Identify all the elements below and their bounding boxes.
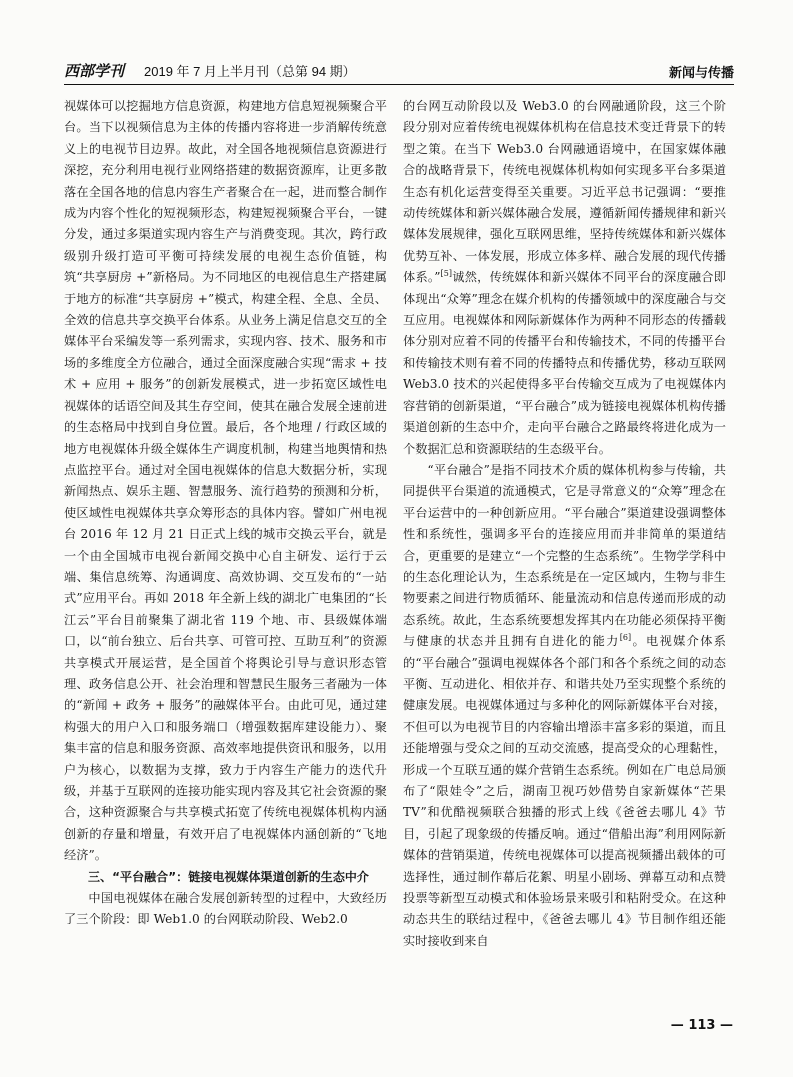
header-rule bbox=[64, 84, 734, 85]
section-heading: 三、“平台融合”：链接电视媒体渠道创新的生态中介 bbox=[88, 869, 369, 884]
paragraph-text-continued: 诚然，传统媒体和新兴媒体不同平台的深度融合即体现出“众筹”理念在媒介机构的传播领域中的深度融合与交互应用。电视媒体和网际新媒体作为两种不同形态的传播载体分别对应着不同的传播平台和传输技术，不同的传播平台和传输技术则有着不同的传播特点和传播优势，移动互联网 Web3.0 技术的兴起使得多平台传输交互成为了电视媒体内容营销的创新渠道，“平台融合”成为链接电视媒体机构传播渠道创新的生态中介，走向平台融合之路最终将进化成为一个数据汇总和资源联结的生态级平台。 bbox=[403, 270, 726, 456]
body-paragraph bbox=[64, 96, 387, 867]
citation-marker: [5] bbox=[440, 269, 453, 279]
paragraph-text: 视媒体可以挖掘地方信息资源，构建地方信息短视频聚合平台。当下以视频信息为主体的传播内容将进一步消解传统意义上的电视节目边界。故此，对全国各地视频信息资源进行深挖，充分利用电视行业网络搭建的数据资源库，让更多散落在全国各地的信息内容生产者聚合在一起，进而整合制作成为内容个性化的短视频形态，构建短视频聚合平台，一键分发，通过多渠道实现内容生产与消费变现。其次，跨行政级别升级打造可平衡可持续发展的电视生态价值链，构筑“共享厨房 +”新格局。为不同地区的电视信息生产搭建属于地方的标准“共享厨房 +”模式，构建全程、全息、全员、全效的信息共享交换平台体系。从业务上满足信息交互的全媒体平台采编发等一系列需求，实现内容、技术、服务和市场的多维度全方位融合，通过全面深度融合实现“需求 + 技术 + 应用 + 服务”的创新发展模式，进一步拓宽区域性电视媒体的话语空间及其生存空间，使其在融合发展全速前进的生态格局中找到自身位置。最后，各个地理 / 行政区域的地方电视媒体升级全媒体生产调度机制，构建当地舆情和热点监控平台。通过对全国电视媒体的信息大数据分析，实现新闻热点、娱乐主题、智慧服务、流行趋势的预测和分析，使区域性电视媒体共享众筹形态的具体内容。譬如广州电视台 2016 年 12 月 21 日正式上线的城市交换云平台，就是一个由全国城市电视台新闻交换中心自主研发、运行于云端、集信息统筹、沟通调度、高效协调、交互发布的“一站式”应用平台。再如 2018 年全新上线的湖北广电集团的“长江云”平台目前聚集了湖北省 119 个地、市、县级媒体端口，以“前台独立、后台共享、可管可控、互助互利”的资源共享模式开展运营，是全国首个将舆论引导与意识形态管理、政务信息公开、社会治理和智慧民生服务三者融为一体的“新闻 + 政务 + 服务”的融媒体平台。由此可见，通过建构强大的用户入口和服务端口（增强数据库建设能力）、聚集丰富的信息和服务资源、高效率地提供资讯和服务，以用户为核心，以数据为支撑，致力于内容生产能力的迭代升级，并基于互联网的连接功能实现内容及其它社会资源的聚合，这种资源聚合与共享模式拓宽了传统电视媒体机构内涵创新的存量和增量，有效开启了电视媒体内涵创新的“飞地经济”。 bbox=[64, 99, 387, 863]
body-paragraph bbox=[403, 96, 726, 460]
section-title: 新闻与传播 bbox=[668, 65, 734, 80]
paragraph-text: “平台融合”是指不同技术介质的媒体机构参与传输，共同提供平台渠道的流通模式，它是寻常意义的“众筹”理念在平台运营中的一种创新应用。“平台融合”渠道建设强调整体性和系统性，强调多平台的连接应用而并非简单的渠道结合，更重要的是建立“一个完整的生态系统”。生物学学科中的生态化理论认为，生态系统是在一定区域内，生物与非生物要素之间进行物质循环、能量流动和信息传递而形成的动态系统。故此，生态系统要想发挥其内在功能必须保持平衡与健康的状态并且拥有自进化的能力 bbox=[403, 462, 726, 649]
page-number: — 113 — bbox=[670, 1018, 733, 1033]
body-paragraph bbox=[403, 460, 726, 952]
running-header bbox=[64, 60, 734, 82]
right-column bbox=[403, 96, 726, 952]
citation-marker: [6] bbox=[619, 633, 632, 643]
journal-masthead: 西部学刊 bbox=[64, 62, 125, 80]
paragraph-text: 的台网互动阶段以及 Web3.0 的台网融通阶段，这三个阶段分别对应着传统电视媒体机构在信息技术变迁背景下的转型之策。在当下 Web3.0 台网融通语境中，在国家媒体融合的战略背景下，传统电视媒体机构如何实现多平台多渠道生态有机化运营变得至关重要。习近平总书记强调：“要推动传统媒体和新兴媒体融合发展，遵循新闻传播规律和新兴媒体发展规律，强化互联网思维，坚持传统媒体和新兴媒体优势互补、一体发展，形成立体多样、融合发展的现代传播体系。” bbox=[403, 99, 726, 285]
left-column bbox=[64, 96, 387, 931]
paragraph-text: 中国电视媒体在融合发展创新转型的过程中，大致经历了三个阶段：即 Web1.0 的台网联动阶段、Web2.0 bbox=[64, 891, 387, 927]
body-paragraph bbox=[64, 888, 387, 931]
issue-info: 2019 年 7 月上半月刊（总第 94 期） bbox=[144, 64, 356, 79]
paragraph-text-continued: 。电视媒介体系的“平台融合”强调电视媒体各个部门和各个系统之间的动态平衡、互动进化、相依并存、和谐共处乃至实现整个系统的健康发展。电视媒体通过与多种化的网际新媒体平台对接，不但可以为电视节目的内容输出增添丰富多彩的渠道，而且还能增强与受众之间的互动交流感，提高受众的心理黏性，形成一个互联互通的媒介营销生态系统。例如在广电总局颁布了“限娃令”之后，湖南卫视巧妙借势自家新媒体“芒果 TV”和优酷视频联合独播的形式上线《爸爸去哪儿 4》节目，引起了现象级的传播反响。通过“借船出海”利用网际新媒体的营销渠道，传统电视媒体可以提高视频播出载体的可选择性，通过制作幕后花絮、明星小剧场、弹幕互动和点赞投票等新型互动模式和体验场景来吸引和粘附受众。在这种动态共生的联结过程中，《爸爸去哪儿 4》节目制作组还能实时接收到来自 bbox=[403, 634, 726, 948]
